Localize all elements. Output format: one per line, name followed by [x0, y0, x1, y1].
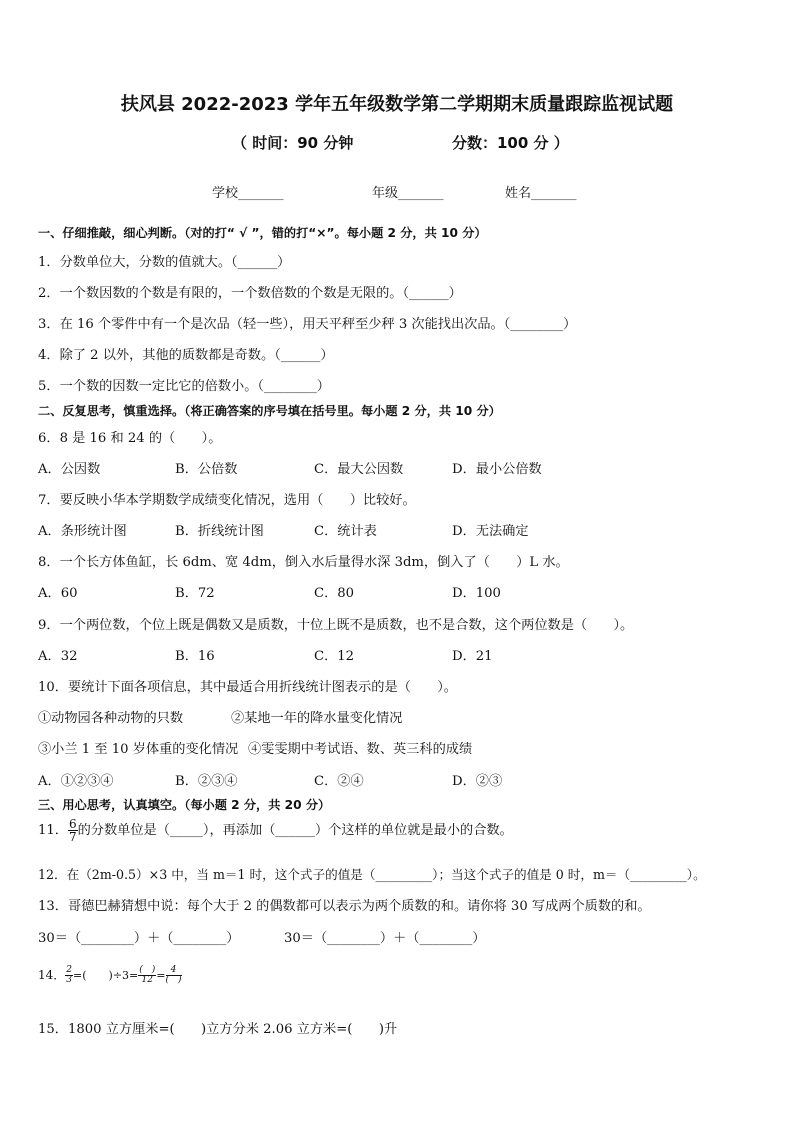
option[interactable]: B．72 [175, 586, 215, 601]
list-item: ③小兰 1 至 10 岁体重的变化情况 [38, 742, 239, 757]
option[interactable]: C．80 [314, 586, 355, 601]
option[interactable]: C．②④ [314, 774, 364, 789]
question-8: 8．一个长方体鱼缸，长 6dm、宽 4dm，倒入水后量得水深 3dm，倒入了（ ）L 水。 [38, 555, 569, 570]
expression: =( )÷3= [73, 969, 139, 982]
fraction [166, 966, 182, 985]
list-item: ②某地一年的降水量变化情况 [231, 711, 403, 726]
fraction [138, 966, 156, 985]
option[interactable]: B．公倍数 [175, 462, 238, 477]
option[interactable]: B．②③④ [175, 774, 238, 789]
name-field[interactable]: 姓名_______ [505, 186, 577, 201]
section3-heading: 三、用心思考，认真填空。（每小题 2 分，共 20 分） [38, 798, 331, 812]
list-item: ④雯雯期中考试语、数、英三科的成绩 [248, 742, 473, 757]
answer-line[interactable]: 30＝（________）＋（________） [284, 931, 486, 946]
question-7: 7．要反映小华本学期数学成绩变化情况，选用（ ）比较好。 [38, 493, 416, 508]
list-item: ①动物园各种动物的只数 [38, 711, 184, 726]
option[interactable]: A．60 [38, 586, 78, 601]
question-14 [38, 966, 182, 985]
option[interactable]: A．①②③④ [38, 774, 114, 789]
numerator: 4 [166, 966, 182, 976]
numerator: 6 [68, 817, 77, 831]
option[interactable]: D．最小公倍数 [452, 462, 542, 477]
equals-sign: = [156, 969, 166, 982]
section1-heading: 一、仔细推敲，细心判断。（对的打“ √ ”，错的打“×”。每小题 2 分，共 10 分） [38, 226, 487, 240]
exam-score: 分数：100 分 ） [452, 134, 569, 152]
option[interactable]: C．12 [314, 649, 355, 664]
exam-time: （ 时间：90 分钟 [232, 134, 354, 152]
school-field[interactable]: 学校_______ [212, 186, 284, 201]
fraction [65, 966, 73, 985]
option[interactable]: D．②③ [452, 774, 503, 789]
denominator: 12 [141, 975, 153, 985]
option[interactable]: D．无法确定 [452, 524, 529, 539]
page-title: 扶风县 2022-2023 学年五年级数学第二学期期末质量跟踪监视试题 [120, 94, 674, 115]
option[interactable]: C．最大公因数 [314, 462, 404, 477]
question-5: 5．一个数的因数一定比它的倍数小。（________） [38, 379, 330, 394]
question-12: 12．在（2m-0.5）×3 中，当 m＝1 时，这个式子的值是（_________）；当这个式子的值是 0 时，m＝（_________）。 [38, 867, 706, 882]
answer-line[interactable]: 30＝（________）＋（________） [38, 931, 240, 946]
question-3: 3．在 16 个零件中有一个是次品（轻一些），用天平秤至少秤 3 次能找出次品。（________） [38, 317, 577, 332]
question-number: 14． [38, 968, 66, 982]
question-2: 2．一个数因数的个数是有限的，一个数倍数的个数是无限的。（______） [38, 286, 462, 301]
numerator: ( ) [139, 965, 156, 975]
section2-heading: 二、反复思考，慎重选择。（将正确答案的序号填在括号里。每小题 2 分，共 10 分） [38, 404, 501, 418]
option[interactable]: C．统计表 [314, 524, 377, 539]
question-4: 4．除了 2 以外，其他的质数都是奇数。（______） [38, 348, 334, 363]
option[interactable]: A．条形统计图 [38, 524, 127, 539]
question-6: 6．8 是 16 和 24 的（ ）。 [38, 431, 222, 446]
grade-field[interactable]: 年级_______ [372, 186, 444, 201]
numerator: 2 [66, 965, 73, 975]
question-9: 9．一个两位数，个位上既是偶数又是质数，十位上既不是质数，也不是合数，这个两位数是（ ）。 [38, 618, 634, 633]
option[interactable]: B．折线统计图 [175, 524, 264, 539]
denominator: ( ) [165, 975, 182, 985]
option[interactable]: A．公因数 [38, 462, 101, 477]
question-number: 11． [38, 823, 68, 838]
option[interactable]: D．100 [452, 586, 501, 601]
question-13: 13．哥德巴赫猜想中说：每个大于 2 的偶数都可以表示为两个质数的和。请你将 30 写成两个质数的和。 [38, 899, 651, 914]
question-11 [38, 818, 513, 843]
question-10: 10．要统计下面各项信息，其中最适合用折线统计图表示的是（ ）。 [38, 680, 457, 695]
option[interactable]: B．16 [175, 649, 215, 664]
question-text: 的分数单位是（_____），再添加（______）个这样的单位就是最小的合数。 [77, 823, 513, 838]
question-15: 15．1800 立方厘米=( )立方分米 2.06 立方米=( )升 [38, 1022, 398, 1037]
question-1: 1．分数单位大，分数的值就大。（______） [38, 255, 291, 270]
option[interactable]: D．21 [452, 649, 493, 664]
denominator: 7 [68, 830, 77, 844]
fraction [68, 818, 78, 843]
option[interactable]: A．32 [38, 649, 78, 664]
denominator: 3 [66, 975, 73, 985]
